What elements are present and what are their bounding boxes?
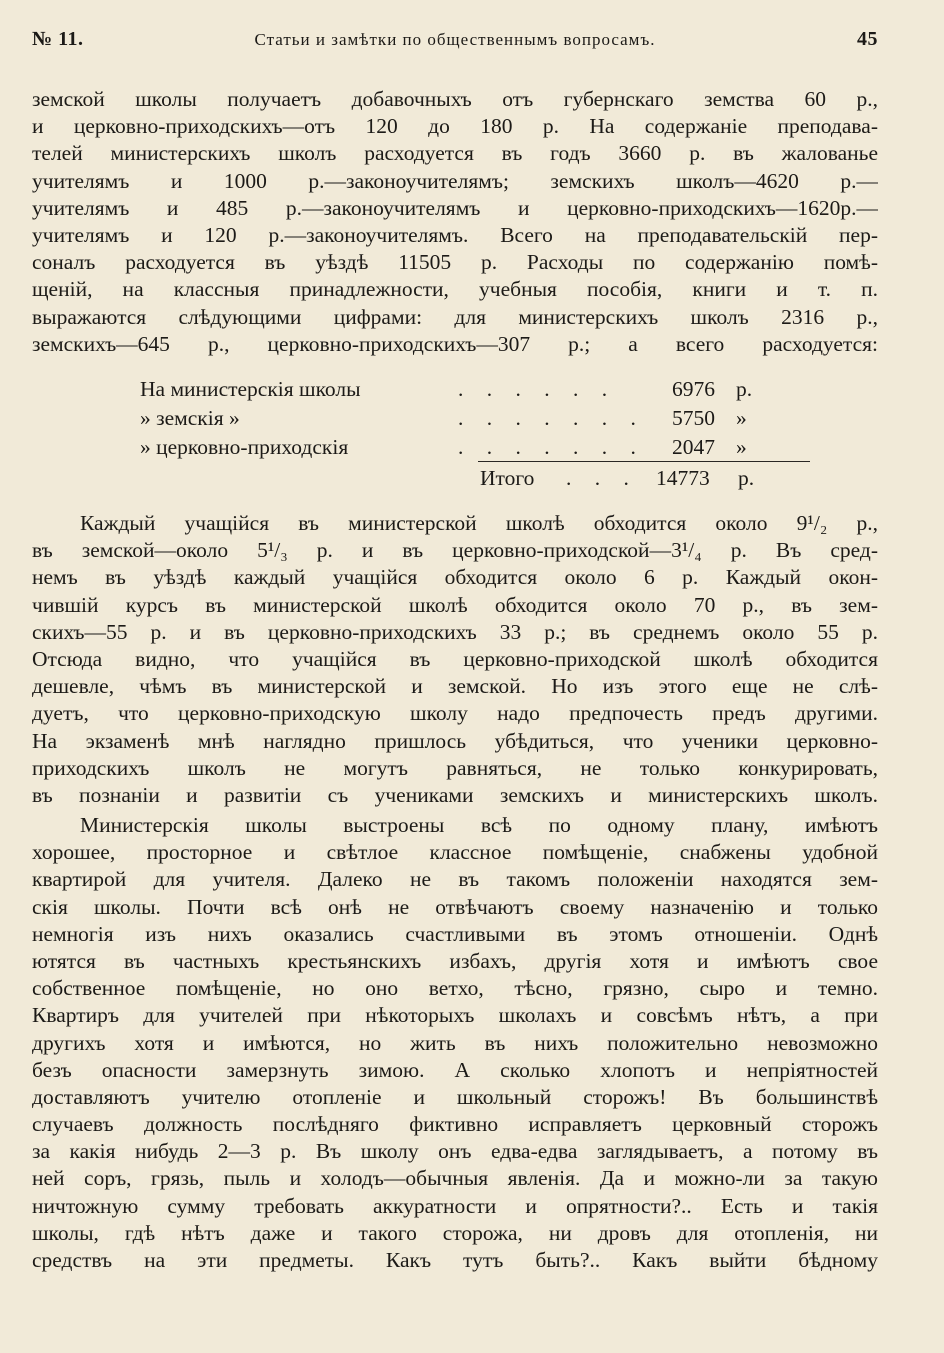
table-total-row: [480, 466, 755, 491]
table-row: [140, 435, 820, 464]
text-line: немногія изъ нихъ оказались счастливыми въ этомъ отношеніи. Однѣ: [32, 921, 878, 946]
text-line: хорошее, просторное и свѣтлое классное помѣщеніе, снабжены удобной: [32, 840, 878, 865]
leader-dots: . . . . . . .: [458, 406, 645, 430]
text-line: выражаются слѣдующими цифрами: для министерскихъ школъ 2316 р.,: [32, 304, 878, 329]
leader-dots: . . . . . .: [458, 377, 617, 401]
text-line: приходскихъ школъ не могутъ равняться, не только конкурировать,: [32, 755, 878, 780]
text-line: учителямъ и 1000 р.—законоучителямъ; земскихъ школъ—4620 р.—: [32, 168, 878, 193]
row-unit: »: [736, 406, 747, 430]
text-line: случаевъ должность послѣдняго фиктивно исправляетъ церковный сторожъ: [32, 1112, 878, 1137]
running-title: Статьи и замѣтки по общественнымъ вопросамъ.: [254, 30, 656, 49]
text-line: чившій курсъ въ министерской школѣ обходится около 70 р., въ зем-: [32, 592, 878, 617]
text-line: ней соръ, грязь, пыль и холодъ—обычныя явленія. Да и можно-ли за такую: [32, 1166, 878, 1191]
text-line: въ земской—около 5¹/₃ р. и въ церковно-приходской—3¹/₄ р. Въ сред-: [32, 538, 878, 563]
text-line: земской школы получаетъ добавочныхъ отъ губернскаго земства 60 р.,: [32, 87, 878, 111]
text-line: квартирой для учителя. Далеко не въ такомъ положеніи находятся зем-: [32, 867, 878, 892]
text-line: безъ опасности замерзнуть зимою. А сколько хлопотъ и непріятностей: [32, 1057, 878, 1082]
leader-dots: . . . . . . .: [458, 435, 645, 459]
paragraph-3: [32, 812, 878, 1274]
text-line: собственное помѣщеніе, но оно ветхо, тѣсно, грязно, сыро и темно.: [32, 976, 878, 1001]
text-line: соналъ расходуется въ уѣздѣ 11505 р. Расходы по содержанію помѣ-: [32, 250, 878, 275]
row-value: 2047: [672, 435, 715, 459]
text-line: Каждый учащійся въ министерской школѣ обходится около 9¹/₂ р.,: [80, 511, 878, 535]
text-line: школы, гдѣ нѣтъ даже и такого сторожа, ни дровъ для отопленія, ни: [32, 1220, 878, 1245]
text-line: учителямъ и 120 р.—законоучителямъ. Всего на преподавательскій пер-: [32, 222, 878, 247]
text-line: Отсюда видно, что учащійся въ церковно-приходской школѣ обходится: [32, 646, 878, 671]
text-line: дешевле, чѣмъ въ министерской и земской. Но изъ этого еще не слѣ-: [32, 674, 878, 699]
text-line: На экзаменѣ мнѣ наглядно пришлось убѣдиться, что ученики церковно-: [32, 728, 878, 753]
page-header: [32, 28, 878, 58]
text-line: щеній, на классныя принадлежности, учебныя пособія, книги и т. п.: [32, 277, 878, 302]
row-unit: р.: [736, 377, 753, 401]
text-line: и церковно-приходскихъ—отъ 120 до 180 р. На содержаніе преподава-: [32, 114, 878, 139]
text-line: доставляютъ учителю отопленіе и школьный сторожъ! Въ большинствѣ: [32, 1084, 878, 1109]
text-line: немъ въ уѣздѣ каждый учащійся обходится около 6 р. Каждый окон-: [32, 565, 878, 590]
text-line: скія школы. Почти всѣ онѣ не отвѣчаютъ своему назначенію и только: [32, 894, 878, 919]
text-line: ничтожную сумму требовать аккуратности и опрятности?.. Есть и такія: [32, 1193, 878, 1218]
issue-number: № 11.: [32, 28, 84, 50]
text-line: ютятся въ частныхъ крестьянскихъ избахъ, другія хотя и имѣютъ свое: [32, 948, 878, 973]
table-row: [140, 406, 820, 435]
text-line: Министерскія школы выстроены всѣ по одному плану, имѣютъ: [80, 813, 878, 837]
total-unit: р.: [738, 466, 755, 490]
row-value: 5750: [672, 406, 715, 430]
row-unit: »: [736, 435, 747, 459]
text-line: скихъ—55 р. и въ церковно-приходскихъ 33 р.; въ среднемъ около 55 р.: [32, 619, 878, 644]
text-line: земскихъ—645 р., церковно-приходскихъ—307 р.; а всего расходуется:: [32, 331, 878, 356]
leader-dots: . . .: [566, 466, 638, 490]
text-line: учителямъ и 485 р.—законоучителямъ и церковно-приходскихъ—1620р.—: [32, 195, 878, 220]
paragraph-2: [32, 510, 878, 809]
row-label: » земскія »: [140, 406, 240, 430]
paragraph-1: [32, 86, 878, 358]
total-label: Итого: [480, 466, 535, 490]
text-line: средствъ на эти предметы. Какъ тутъ быть?.. Какъ выйти бѣдному: [32, 1248, 878, 1272]
total-value: 14773: [656, 466, 710, 490]
text-line: другихъ хотя и имѣются, но жить въ нихъ положительно невозможно: [32, 1030, 878, 1055]
total-rule: [478, 461, 810, 462]
text-line: дуетъ, что церковно-приходскую школу надо предпочесть предъ другими.: [32, 701, 878, 726]
text-line: телей министерскихъ школъ расходуется въ годъ 3660 р. въ жалованье: [32, 141, 878, 166]
row-value: 6976: [672, 377, 715, 401]
expense-table: [140, 377, 820, 490]
text-line: Квартиръ для учителей при нѣкоторыхъ школахъ и совсѣмъ нѣтъ, а при: [32, 1003, 878, 1028]
page-number: 45: [857, 28, 878, 50]
text-line: за какія нибудь 2—3 р. Въ школу онъ едва-едва заглядываетъ, а потому въ: [32, 1139, 878, 1164]
table-row: [140, 377, 820, 406]
row-label: На министерскія школы: [140, 377, 361, 401]
text-line: въ познаніи и развитіи съ учениками земскихъ и министерскихъ школъ.: [32, 782, 878, 807]
row-label: » церковно-приходскія: [140, 435, 349, 459]
